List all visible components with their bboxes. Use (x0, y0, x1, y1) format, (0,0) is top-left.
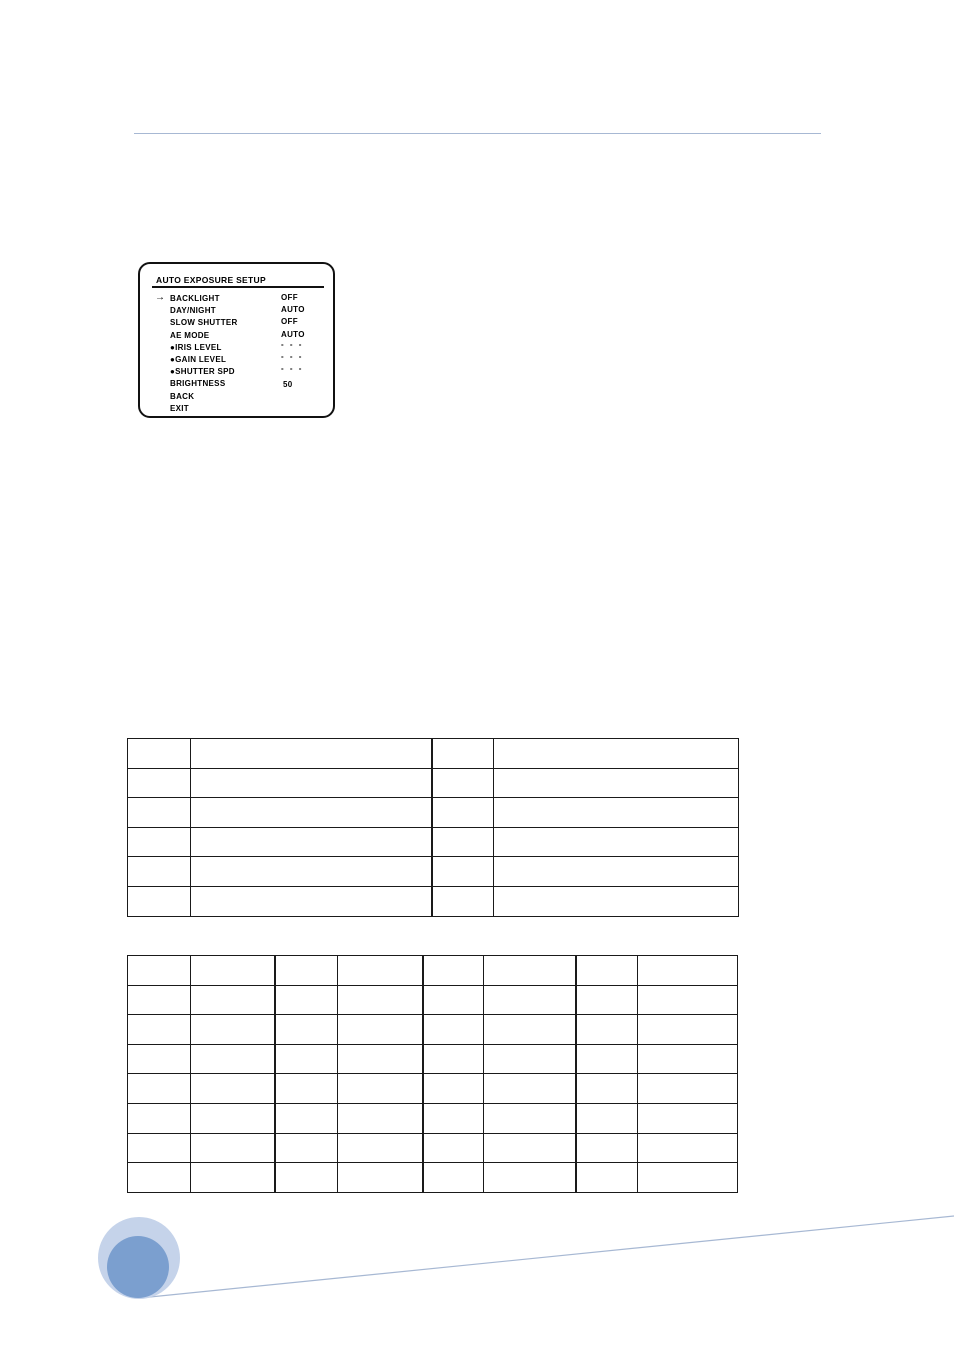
table-cell (275, 1015, 338, 1045)
table-cell (484, 956, 576, 986)
table-cell (191, 739, 432, 769)
osd-item-label: BACK (170, 391, 195, 401)
table-cell (432, 857, 494, 887)
footer-circle-inner (107, 1236, 169, 1298)
osd-item-gain-level[interactable] (140, 351, 333, 367)
osd-menu-title: AUTO EXPOSURE SETUP (156, 275, 266, 285)
table-cell (128, 1103, 191, 1133)
osd-item-label: AE MODE (170, 330, 210, 340)
osd-item-value: - - - (281, 364, 304, 374)
table-cell (275, 1074, 338, 1104)
osd-item-back[interactable] (140, 392, 333, 404)
table-cell (484, 1163, 576, 1193)
table-cell (191, 1074, 275, 1104)
osd-title-divider (152, 286, 324, 288)
osd-item-value: 50 (283, 380, 293, 390)
table-cell (338, 985, 423, 1015)
table-cell (191, 798, 432, 828)
table-cell (423, 1015, 484, 1045)
table-cell (484, 1103, 576, 1133)
table-cell (128, 1074, 191, 1104)
table-cell (128, 985, 191, 1015)
table-cell (338, 1044, 423, 1074)
table-cell (638, 1103, 738, 1133)
osd-item-label: ●SHUTTER SPD (170, 367, 235, 377)
table-cell (638, 1133, 738, 1163)
table-row (128, 956, 738, 986)
osd-item-label: DAY/NIGHT (170, 306, 216, 316)
osd-menu-items (140, 294, 333, 416)
table-cell (638, 1163, 738, 1193)
table-cell (191, 886, 432, 916)
osd-item-shutter-spd[interactable] (140, 364, 333, 379)
osd-item-label: SLOW SHUTTER (170, 318, 238, 328)
table-cell (275, 985, 338, 1015)
osd-item-exit[interactable] (140, 404, 333, 416)
table-cell (638, 1074, 738, 1104)
table-cell (275, 1044, 338, 1074)
table-cell (338, 1074, 423, 1104)
table-row (128, 739, 739, 769)
table-cell (275, 1163, 338, 1193)
empty-table-4-col (127, 738, 739, 917)
table-cell (423, 1103, 484, 1133)
osd-item-label: ●GAIN LEVEL (170, 354, 227, 364)
empty-table-8-col (127, 955, 738, 1193)
table-cell (128, 1133, 191, 1163)
table-cell (191, 1015, 275, 1045)
osd-item-value: AUTO (281, 305, 305, 315)
osd-item-value: AUTO (281, 329, 305, 339)
table-cell (576, 1103, 638, 1133)
table-cell (638, 1044, 738, 1074)
table-cell (128, 1163, 191, 1193)
table-cell (484, 1015, 576, 1045)
table-row (128, 798, 739, 828)
footer-decoration (0, 1200, 954, 1310)
table-row (128, 827, 739, 857)
osd-item-value: - - - (281, 351, 304, 361)
table-cell (338, 1163, 423, 1193)
table-cell (484, 1044, 576, 1074)
table-cell (576, 1044, 638, 1074)
table-row (128, 1015, 738, 1045)
table-cell (576, 956, 638, 986)
table-cell (494, 886, 739, 916)
osd-item-label: BRIGHTNESS (170, 379, 226, 389)
table-cell (191, 956, 275, 986)
arrow-right-icon: → (155, 292, 166, 303)
table-cell (638, 985, 738, 1015)
table-cell (275, 1133, 338, 1163)
table-cell (423, 1074, 484, 1104)
table-row (128, 985, 738, 1015)
table-cell (128, 1044, 191, 1074)
table-cell (191, 985, 275, 1015)
table-cell (338, 956, 423, 986)
table-cell (128, 798, 191, 828)
table-cell (191, 768, 432, 798)
table-cell (484, 1133, 576, 1163)
table-cell (432, 827, 494, 857)
table-row (128, 886, 739, 916)
table-cell (494, 857, 739, 887)
table-cell (576, 1163, 638, 1193)
table-cell (432, 798, 494, 828)
table-cell (432, 768, 494, 798)
osd-item-value: - - - (281, 339, 304, 349)
osd-item-day-night[interactable] (140, 306, 333, 318)
table-cell (423, 1044, 484, 1074)
table-cell (494, 768, 739, 798)
osd-item-label: ●IRIS LEVEL (170, 342, 222, 352)
table-row (128, 1163, 738, 1193)
table-cell (191, 827, 432, 857)
table-cell (275, 956, 338, 986)
table-cell (494, 827, 739, 857)
table-cell (128, 827, 191, 857)
table-cell (576, 1133, 638, 1163)
table-cell (432, 739, 494, 769)
table-cell (275, 1103, 338, 1133)
footer-line (140, 1216, 954, 1298)
osd-item-label: EXIT (170, 403, 189, 413)
table-cell (576, 985, 638, 1015)
osd-menu-auto-exposure-setup (138, 262, 335, 418)
osd-item-iris-level[interactable] (140, 339, 333, 355)
table-cell (423, 1163, 484, 1193)
table-cell (494, 739, 739, 769)
table-cell (338, 1133, 423, 1163)
table-cell (432, 886, 494, 916)
table-row (128, 1103, 738, 1133)
osd-item-value: OFF (281, 317, 298, 327)
table-cell (191, 1133, 275, 1163)
table-cell (638, 956, 738, 986)
table-row (128, 1133, 738, 1163)
table-row (128, 768, 739, 798)
table-cell (191, 857, 432, 887)
table-cell (191, 1103, 275, 1133)
table-cell (484, 1074, 576, 1104)
table-cell (576, 1015, 638, 1045)
table-row (128, 1074, 738, 1104)
table-cell (338, 1015, 423, 1045)
table-cell (576, 1074, 638, 1104)
table-cell (191, 1044, 275, 1074)
table-cell (128, 739, 191, 769)
table-cell (638, 1015, 738, 1045)
osd-item-ae-mode[interactable] (140, 331, 333, 343)
table-cell (191, 1163, 275, 1193)
table-row (128, 857, 739, 887)
table-cell (128, 857, 191, 887)
table-cell (128, 1015, 191, 1045)
osd-item-value: OFF (281, 293, 298, 302)
table-cell (423, 985, 484, 1015)
header-rule (134, 133, 821, 134)
osd-item-label: BACKLIGHT (170, 294, 220, 303)
table-cell (128, 956, 191, 986)
table-cell (128, 768, 191, 798)
table-cell (484, 985, 576, 1015)
table-cell (494, 798, 739, 828)
table-cell (128, 886, 191, 916)
table-cell (338, 1103, 423, 1133)
table-cell (423, 1133, 484, 1163)
osd-item-brightness[interactable] (140, 379, 333, 391)
table-row (128, 1044, 738, 1074)
table-cell (423, 956, 484, 986)
